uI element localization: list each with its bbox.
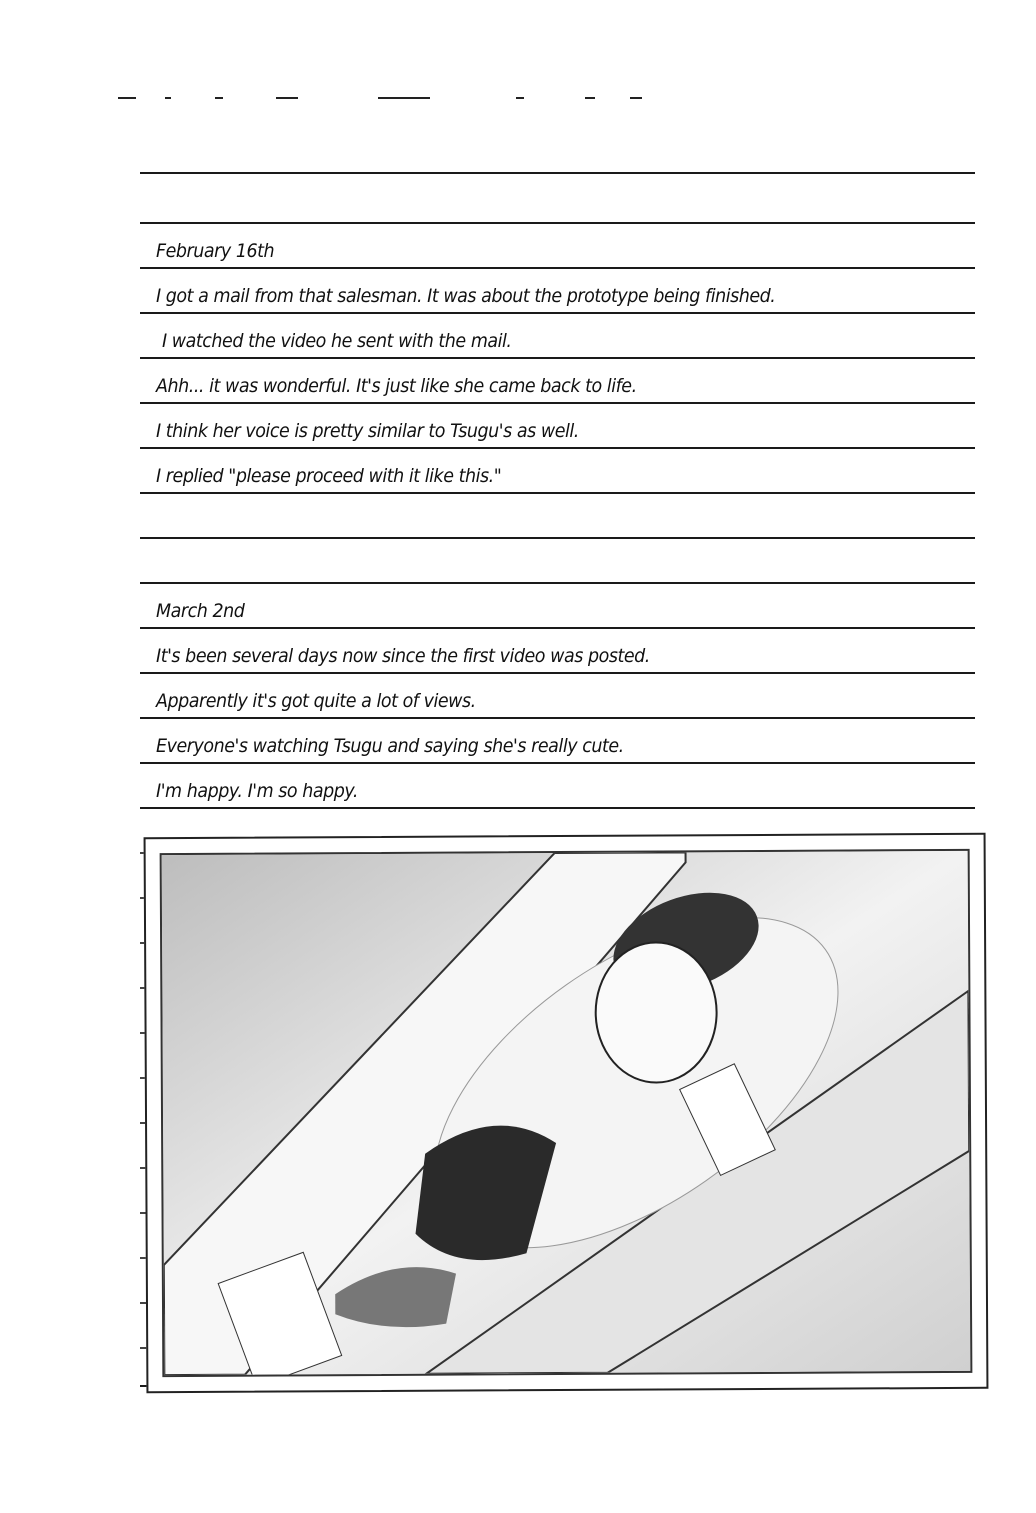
entry-date: March 2nd <box>156 600 245 622</box>
entry-date: February 16th <box>156 240 275 262</box>
taped-photo <box>144 833 989 1393</box>
entry-line: I think her voice is pretty similar to Tsugu's as well. <box>156 420 579 442</box>
entry-line: Apparently it's got quite a lot of views. <box>156 690 476 712</box>
entry-line: I replied "please proceed with it like this." <box>156 465 502 487</box>
entry-line: I'm happy. I'm so happy. <box>156 780 359 802</box>
entry-line: I watched the video he sent with the mail. <box>162 330 512 352</box>
entry-line: Everyone's watching Tsugu and saying she's really cute. <box>156 735 624 757</box>
photo-illustration <box>160 849 973 1377</box>
sleeping-girl-in-coffin-illustration <box>162 851 971 1375</box>
entry-line: Ahh... it was wonderful. It's just like she came back to life. <box>156 375 637 397</box>
entry-line: It's been several days now since the first video was posted. <box>156 645 650 667</box>
entry-line: I got a mail from that salesman. It was about the prototype being finished. <box>156 285 776 307</box>
